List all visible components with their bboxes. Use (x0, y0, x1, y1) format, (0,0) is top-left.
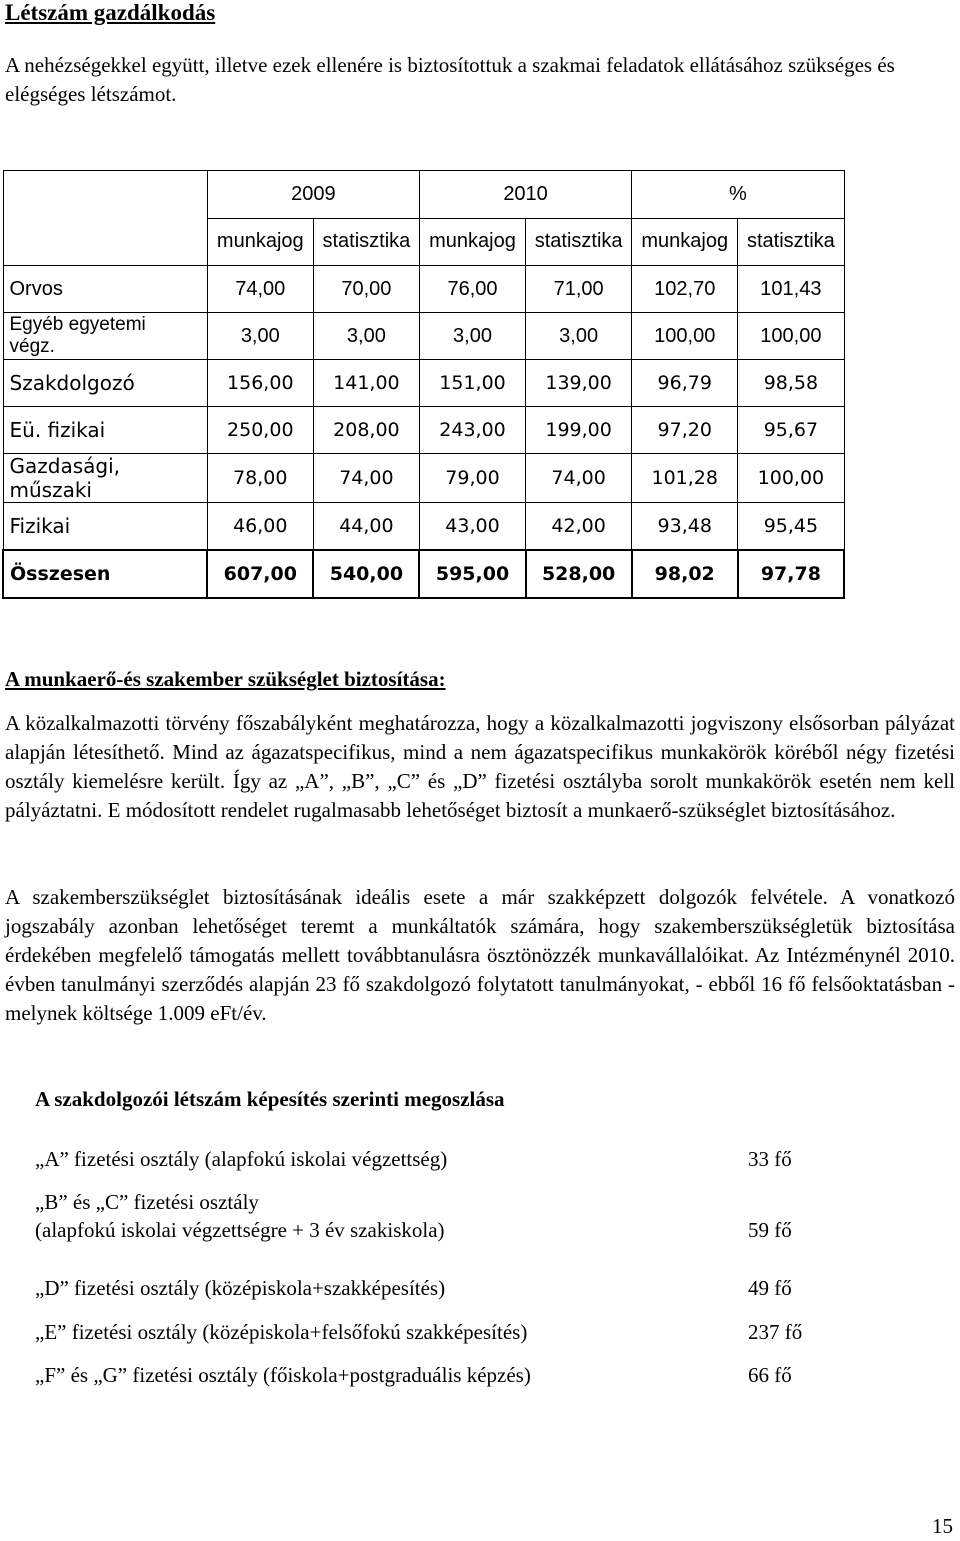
table-cell: 44,00 (313, 503, 419, 551)
table-cell: 3,00 (313, 313, 419, 360)
table-row (3, 503, 844, 551)
subsection-title: A munkaerő-és szakember szükséglet biztosítása: (5, 667, 446, 691)
table-cell: 71,00 (526, 266, 632, 313)
column-header: munkajog (419, 218, 525, 266)
row-label: Szakdolgozó (3, 360, 207, 407)
total-cell: 595,00 (419, 550, 525, 598)
table-cell: 199,00 (526, 407, 632, 454)
paragraph-public-employment: A közalkalmazotti törvény főszabályként meghatározza, hogy a közalkalmazotti jogviszony elsősorban pályázat alapján létesíthető. Mind az ágazatspecifikus, mind a nem ágazatspecifikus munkakörök köréből négy fizetési osztály kiemelésre került. Így az „A”, „B”, „C” és „D” fizetési osztályba sorolt munkakörök esetén nem kell pályáztatni. E módosított rendelet rugalmasabb lehetőséget biztosít a munkaerő-szükséglet biztosításához. (5, 711, 955, 822)
table-cell: 98,58 (738, 360, 844, 407)
table-row (3, 360, 844, 407)
table-cell: 95,67 (738, 407, 844, 454)
list-item-label: „E” fizetési osztály (középiskola+felsőfokú szakképesítés) (35, 1320, 528, 1344)
total-cell: 607,00 (207, 550, 313, 598)
table-corner-cell (3, 171, 207, 266)
row-label: Egyéb egyetemi végz. (3, 313, 207, 360)
list-item-label: „D” fizetési osztály (középiskola+szakképesítés) (35, 1276, 446, 1300)
list-item-count: 237 fő (748, 1320, 803, 1344)
table-cell: 74,00 (526, 454, 632, 503)
percent-header: % (632, 171, 844, 219)
row-label: Gazdasági, műszaki (3, 454, 207, 503)
table-cell: 100,00 (632, 313, 738, 360)
table-cell: 3,00 (419, 313, 525, 360)
table-cell: 100,00 (738, 454, 844, 503)
table-cell: 70,00 (313, 266, 419, 313)
table-cell: 3,00 (526, 313, 632, 360)
list-item-label: „A” fizetési osztály (alapfokú iskolai végzettség) (35, 1147, 448, 1171)
table-cell: 101,43 (738, 266, 844, 313)
row-label: Eü. fizikai (3, 407, 207, 454)
table-cell: 3,00 (207, 313, 313, 360)
table-row (3, 407, 844, 454)
list-item-count: 66 fő (748, 1363, 792, 1387)
paragraph-specialist-needs: A szakemberszükséglet biztosításának ideális esete a már szakképzett dolgozók felvétele. A vonatkozó jogszabály azonban lehetőséget teremt a munkáltatók számára, hogy szakemberszükségletük biztosítása érdekében megfelelő támogatás mellett továbbtanulásra ösztönözzék munkavállalóikat. Az Intézménynél 2010. évben tanulmányi szerződés alapján 23 fő szakdolgozó folytatott tanulmányokat, - ebből 16 fő felsőoktatásban - melynek költsége 1.009 eFt/év. (5, 885, 955, 1025)
table-cell: 79,00 (419, 454, 525, 503)
table-cell: 101,28 (632, 454, 738, 503)
table-year-header-row (3, 171, 844, 219)
list-item-label-line2: (alapfokú iskolai végzettségre + 3 év szakiskola) (35, 1218, 445, 1242)
table-cell: 250,00 (207, 407, 313, 454)
staffing-table (2, 170, 845, 599)
row-label: Orvos (3, 266, 207, 313)
table-cell: 46,00 (207, 503, 313, 551)
list-item-count: 33 fő (748, 1147, 792, 1171)
column-header: munkajog (632, 218, 738, 266)
table-cell: 42,00 (526, 503, 632, 551)
table-total-row (3, 550, 844, 598)
intro-paragraph: A nehézségekkel együtt, illetve ezek ellenére is biztosítottuk a szakmai feladatok ellátásához szükséges és elégséges létszámot. (5, 53, 895, 106)
year-header: 2010 (419, 171, 631, 219)
list-item-label: „B” és „C” fizetési osztály (35, 1190, 259, 1214)
table-cell: 97,20 (632, 407, 738, 454)
total-cell: 97,78 (738, 550, 844, 598)
column-header: statisztika (738, 218, 844, 266)
distribution-title: A szakdolgozói létszám képesítés szerinti megoszlása (35, 1087, 505, 1111)
table-cell: 74,00 (207, 266, 313, 313)
total-label: Összesen (3, 550, 207, 598)
table-cell: 93,48 (632, 503, 738, 551)
table-cell: 141,00 (313, 360, 419, 407)
table-cell: 208,00 (313, 407, 419, 454)
table-row (3, 454, 844, 503)
column-header: statisztika (313, 218, 419, 266)
column-header: munkajog (207, 218, 313, 266)
table-row (3, 313, 844, 360)
row-label: Fizikai (3, 503, 207, 551)
table-cell: 139,00 (526, 360, 632, 407)
total-cell: 98,02 (632, 550, 738, 598)
column-header: statisztika (526, 218, 632, 266)
table-cell: 43,00 (419, 503, 525, 551)
table-cell: 78,00 (207, 454, 313, 503)
table-cell: 76,00 (419, 266, 525, 313)
table-cell: 95,45 (738, 503, 844, 551)
table-cell: 102,70 (632, 266, 738, 313)
table-cell: 100,00 (738, 313, 844, 360)
section-title: Létszám gazdálkodás (5, 0, 216, 25)
table-cell: 74,00 (313, 454, 419, 503)
table-row (3, 266, 844, 313)
table-cell: 243,00 (419, 407, 525, 454)
year-header: 2009 (207, 171, 419, 219)
table-cell: 151,00 (419, 360, 525, 407)
list-item-count: 49 fő (748, 1276, 792, 1300)
total-cell: 540,00 (313, 550, 419, 598)
page-number: 15 (932, 1514, 953, 1538)
list-item-count: 59 fő (748, 1218, 792, 1242)
total-cell: 528,00 (526, 550, 632, 598)
table-cell: 156,00 (207, 360, 313, 407)
table-cell: 96,79 (632, 360, 738, 407)
list-item-label: „F” és „G” fizetési osztály (főiskola+postgraduális képzés) (35, 1363, 531, 1387)
